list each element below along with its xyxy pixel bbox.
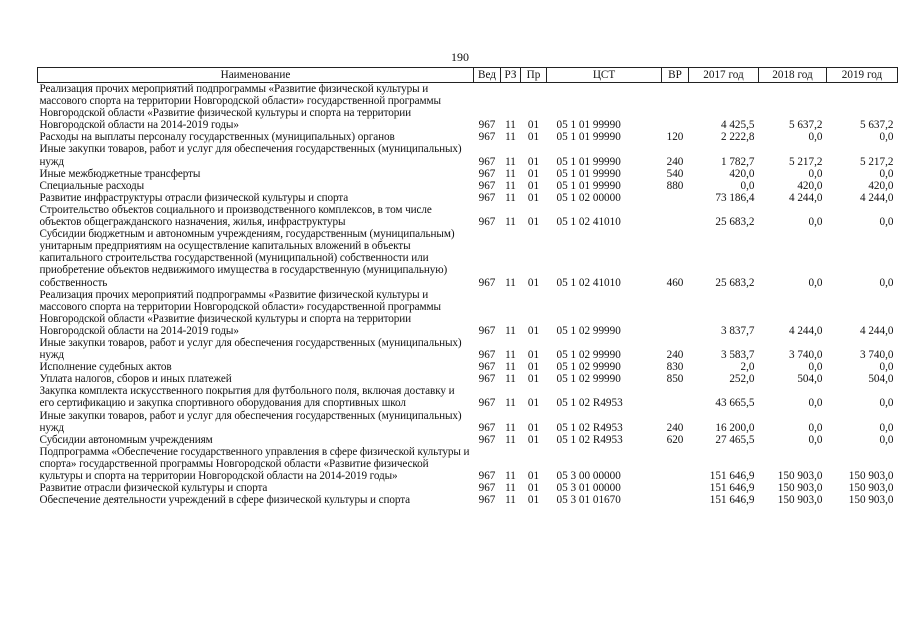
table-row bbox=[38, 168, 898, 180]
row-ved: 967 bbox=[478, 216, 496, 229]
row-rz: 11 bbox=[505, 324, 516, 337]
row-cst: 05 1 01 99990 bbox=[556, 167, 621, 180]
row-rz: 11 bbox=[505, 119, 516, 132]
header-2019: 2019 год bbox=[827, 68, 898, 83]
page-number: 190 bbox=[451, 50, 469, 64]
row-2018: 0,0 bbox=[808, 433, 823, 446]
row-2019: 4 244,0 bbox=[859, 324, 894, 337]
header-cst: ЦСТ bbox=[547, 68, 662, 83]
header-vr: ВР bbox=[662, 68, 689, 83]
row-ved: 967 bbox=[478, 421, 496, 434]
row-2019: 3 740,0 bbox=[859, 349, 894, 362]
row-name: Специальные расходы bbox=[39, 179, 145, 192]
row-ved: 967 bbox=[478, 397, 496, 410]
row-name: Развитие инфраструктуры отрасли физической культуры и спорта bbox=[39, 191, 349, 204]
row-rz: 11 bbox=[505, 397, 516, 410]
row-pr: 01 bbox=[527, 276, 540, 289]
row-vr: 850 bbox=[666, 373, 684, 386]
row-2017: 3 837,7 bbox=[720, 324, 755, 337]
row-rz: 11 bbox=[505, 131, 516, 144]
row-pr: 01 bbox=[527, 373, 540, 386]
row-cst: 05 1 01 99990 bbox=[556, 131, 621, 144]
row-2019: 0,0 bbox=[879, 167, 894, 180]
row-2018: 150 903,0 bbox=[777, 494, 823, 507]
row-2019: 150 903,0 bbox=[848, 494, 894, 507]
row-vr: 540 bbox=[666, 167, 684, 180]
row-2017: 27 465,5 bbox=[715, 433, 755, 446]
row-2018: 0,0 bbox=[808, 361, 823, 374]
row-ved: 967 bbox=[478, 494, 496, 507]
row-2017: 420,0 bbox=[729, 167, 755, 180]
row-name: Расходы на выплаты персоналу государственных (муниципальных) органов bbox=[39, 131, 395, 144]
row-2018: 3 740,0 bbox=[788, 349, 823, 362]
row-cst: 05 3 00 00000 bbox=[556, 470, 621, 482]
table-row bbox=[38, 192, 898, 204]
row-pr: 01 bbox=[527, 433, 540, 446]
row-ved: 967 bbox=[478, 361, 496, 374]
row-name: Обеспечение деятельности учреждений в сфере физической культуры и спорта bbox=[39, 494, 411, 507]
row-ved: 967 bbox=[478, 179, 496, 192]
row-cst: 05 1 02 99990 bbox=[556, 349, 621, 362]
row-pr: 01 bbox=[527, 167, 540, 180]
table-row bbox=[38, 143, 898, 167]
row-vr bbox=[662, 482, 689, 494]
row-pr: 01 bbox=[527, 191, 540, 204]
row-cst: 05 3 01 01670 bbox=[556, 494, 621, 507]
table-row bbox=[38, 131, 898, 143]
row-2018: 5 637,2 bbox=[788, 119, 823, 132]
row-2017: 3 583,7 bbox=[720, 349, 755, 362]
row-2017: 16 200,0 bbox=[715, 421, 755, 434]
row-ved: 967 bbox=[478, 167, 496, 180]
row-ved: 967 bbox=[478, 482, 496, 495]
row-ved: 967 bbox=[478, 276, 496, 289]
row-2018: 504,0 bbox=[797, 373, 823, 386]
table-row bbox=[38, 228, 898, 288]
row-2019: 0,0 bbox=[879, 397, 894, 410]
row-name: Закупка комплекта искусственного покрытия для футбольного поля, включая доставку и его сертификацию и закупка спортивного оборудования для спортивных школ bbox=[39, 385, 455, 410]
row-vr: 880 bbox=[666, 179, 684, 192]
row-rz: 11 bbox=[505, 494, 516, 507]
row-2018: 0,0 bbox=[808, 167, 823, 180]
row-2017: 0,0 bbox=[740, 179, 755, 192]
row-vr: 240 bbox=[666, 421, 684, 434]
row-cst: 05 1 02 99990 bbox=[556, 361, 621, 374]
row-2019: 150 903,0 bbox=[848, 470, 894, 482]
row-vr: 830 bbox=[666, 361, 684, 374]
row-2019: 0,0 bbox=[879, 131, 894, 144]
row-cst: 05 3 01 00000 bbox=[556, 482, 621, 495]
row-rz: 11 bbox=[505, 349, 516, 362]
row-name: Иные закупки товаров, работ и услуг для обеспечения государственных (муниципальных) нужд bbox=[39, 143, 462, 168]
row-2019: 420,0 bbox=[868, 179, 894, 192]
row-name: Строительство объектов социального и производственного комплексов, в том числе объектов общегражданского назначения, жилья, инфраструктуры bbox=[39, 203, 432, 229]
row-vr: 460 bbox=[666, 276, 684, 289]
row-rz: 11 bbox=[505, 482, 516, 495]
row-name: Уплата налогов, сборов и иных платежей bbox=[39, 373, 232, 386]
row-pr: 01 bbox=[527, 155, 540, 168]
row-ved: 967 bbox=[478, 373, 496, 386]
row-vr bbox=[662, 192, 689, 204]
row-rz: 11 bbox=[505, 421, 516, 434]
row-ved: 967 bbox=[478, 324, 496, 337]
table-row bbox=[38, 289, 898, 337]
table-header-row bbox=[38, 68, 898, 83]
row-rz: 11 bbox=[505, 373, 516, 386]
row-rz: 11 bbox=[505, 155, 516, 168]
row-name: Развитие отрасли физической культуры и спорта bbox=[39, 482, 268, 495]
table-row bbox=[38, 204, 898, 228]
row-2018: 150 903,0 bbox=[777, 470, 823, 482]
row-rz: 11 bbox=[505, 167, 516, 180]
row-rz: 11 bbox=[505, 179, 516, 192]
row-name: Реализация прочих мероприятий подпрограммы «Развитие физической культуры и массового спорта на территории Новгородской области» государственной программы Новгородской области «Развитие физической культуры и спорта на территории Новгородской области на 2014-2019 годы» bbox=[39, 288, 441, 337]
row-pr: 01 bbox=[527, 324, 540, 337]
row-pr: 01 bbox=[527, 470, 540, 482]
row-ved: 967 bbox=[478, 433, 496, 446]
row-cst: 05 1 02 99990 bbox=[556, 373, 621, 386]
row-2017: 1 782,7 bbox=[720, 155, 755, 168]
row-name: Иные межбюджетные трансферты bbox=[39, 167, 201, 180]
row-name: Субсидии автономным учреждениям bbox=[39, 433, 213, 446]
row-2017: 4 425,5 bbox=[720, 119, 755, 132]
row-2017: 43 665,5 bbox=[715, 397, 755, 410]
row-pr: 01 bbox=[527, 494, 540, 507]
header-rz: РЗ bbox=[501, 68, 521, 83]
row-ved: 967 bbox=[478, 191, 496, 204]
row-2019: 504,0 bbox=[868, 373, 894, 386]
row-pr: 01 bbox=[527, 397, 540, 410]
row-2018: 0,0 bbox=[808, 421, 823, 434]
row-2019: 0,0 bbox=[879, 433, 894, 446]
header-2017: 2017 год bbox=[689, 68, 759, 83]
table-row bbox=[38, 337, 898, 361]
header-pr: Пр bbox=[521, 68, 547, 83]
header-2018: 2018 год bbox=[759, 68, 827, 83]
row-2019: 4 244,0 bbox=[859, 191, 894, 204]
row-rz: 11 bbox=[505, 191, 516, 204]
row-2017: 2 222,8 bbox=[720, 131, 755, 144]
table-row bbox=[38, 410, 898, 434]
table-row bbox=[38, 83, 898, 132]
row-cst: 05 1 02 R4953 bbox=[556, 421, 623, 434]
row-2017: 25 683,2 bbox=[715, 216, 755, 229]
row-cst: 05 1 02 99990 bbox=[556, 324, 621, 337]
row-cst: 05 1 02 00000 bbox=[556, 191, 621, 204]
row-2018: 0,0 bbox=[808, 397, 823, 410]
row-2017: 25 683,2 bbox=[715, 276, 755, 289]
row-2019: 0,0 bbox=[879, 276, 894, 289]
row-vr bbox=[662, 385, 689, 409]
row-2018: 420,0 bbox=[797, 179, 823, 192]
row-2019: 0,0 bbox=[879, 216, 894, 229]
row-2018: 4 244,0 bbox=[788, 324, 823, 337]
row-cst: 05 1 01 99990 bbox=[556, 119, 621, 132]
row-cst: 05 1 02 41010 bbox=[556, 216, 621, 229]
row-name: Исполнение судебных актов bbox=[39, 361, 172, 374]
row-vr bbox=[662, 446, 689, 482]
budget-table bbox=[37, 67, 898, 506]
table-row bbox=[38, 482, 898, 494]
row-rz: 11 bbox=[505, 276, 516, 289]
row-rz: 11 bbox=[505, 216, 516, 229]
row-vr: 240 bbox=[666, 349, 684, 362]
row-pr: 01 bbox=[527, 131, 540, 144]
row-rz: 11 bbox=[505, 470, 516, 482]
row-rz: 11 bbox=[505, 361, 516, 374]
row-2019: 0,0 bbox=[879, 361, 894, 374]
row-pr: 01 bbox=[527, 119, 540, 132]
row-2017: 73 186,4 bbox=[715, 191, 755, 204]
row-rz: 11 bbox=[505, 433, 516, 446]
row-pr: 01 bbox=[527, 216, 540, 229]
row-2018: 0,0 bbox=[808, 216, 823, 229]
row-2018: 4 244,0 bbox=[788, 191, 823, 204]
table-row bbox=[38, 373, 898, 385]
row-vr bbox=[662, 204, 689, 228]
table-row bbox=[38, 361, 898, 373]
row-pr: 01 bbox=[527, 349, 540, 362]
row-name: Иные закупки товаров, работ и услуг для обеспечения государственных (муниципальных) нужд bbox=[39, 336, 462, 362]
row-cst: 05 1 01 99990 bbox=[556, 179, 621, 192]
row-2018: 0,0 bbox=[808, 131, 823, 144]
row-2017: 151 646,9 bbox=[709, 482, 755, 495]
row-2017: 2,0 bbox=[740, 361, 755, 374]
row-ved: 967 bbox=[478, 470, 496, 482]
row-2019: 5 217,2 bbox=[859, 155, 894, 168]
row-2017: 151 646,9 bbox=[709, 470, 755, 482]
row-2019: 5 637,2 bbox=[859, 119, 894, 132]
row-2018: 5 217,2 bbox=[788, 155, 823, 168]
row-vr: 620 bbox=[666, 433, 684, 446]
row-2018: 150 903,0 bbox=[777, 482, 823, 495]
row-cst: 05 1 02 R4953 bbox=[556, 397, 623, 410]
row-pr: 01 bbox=[527, 179, 540, 192]
row-2019: 150 903,0 bbox=[848, 482, 894, 495]
row-name: Подпрограмма «Обеспечение государственного управления в сфере физической культуры и спорта» государственной программы Новгородской области «Развитие физической культуры и спорта на территории Новгородской области на 2014-2019 годы» bbox=[39, 445, 470, 482]
table-row bbox=[38, 180, 898, 192]
row-vr: 240 bbox=[666, 155, 684, 168]
row-ved: 967 bbox=[478, 349, 496, 362]
row-name: Реализация прочих мероприятий подпрограммы «Развитие физической культуры и массового спорта на территории Новгородской области» государственной программы Новгородской области «Развитие физической культуры и спорта на территории Новгородской области на 2014-2019 годы» bbox=[39, 83, 441, 132]
row-cst: 05 1 02 R4953 bbox=[556, 433, 623, 446]
table-row bbox=[38, 446, 898, 482]
table-row bbox=[38, 385, 898, 409]
row-pr: 01 bbox=[527, 482, 540, 495]
row-cst: 05 1 02 41010 bbox=[556, 276, 621, 289]
table-row bbox=[38, 434, 898, 446]
row-vr bbox=[662, 494, 689, 506]
row-name: Субсидии бюджетным и автономным учреждениям, государственным (муниципальным) унитарным предприятиям на осуществление капитальных вложений в объекты капитального строительства государственной (муниципальной) собственности или приобретение объектов недвижимого имущества в государственную (муниципальную) собственность bbox=[39, 228, 455, 289]
row-name: Иные закупки товаров, работ и услуг для обеспечения государственных (муниципальных) нужд bbox=[39, 409, 462, 434]
row-cst: 05 1 01 99990 bbox=[556, 155, 621, 168]
row-vr bbox=[662, 83, 689, 132]
row-ved: 967 bbox=[478, 155, 496, 168]
row-2018: 0,0 bbox=[808, 276, 823, 289]
row-vr: 120 bbox=[666, 131, 684, 144]
row-vr bbox=[662, 289, 689, 337]
header-name: Наименование bbox=[38, 68, 474, 83]
row-2019: 0,0 bbox=[879, 421, 894, 434]
table-row bbox=[38, 494, 898, 506]
row-pr: 01 bbox=[527, 361, 540, 374]
row-2017: 252,0 bbox=[729, 373, 755, 386]
header-ved: Вед bbox=[474, 68, 501, 83]
row-2017: 151 646,9 bbox=[709, 494, 755, 507]
row-ved: 967 bbox=[478, 119, 496, 132]
row-pr: 01 bbox=[527, 421, 540, 434]
row-ved: 967 bbox=[478, 131, 496, 144]
